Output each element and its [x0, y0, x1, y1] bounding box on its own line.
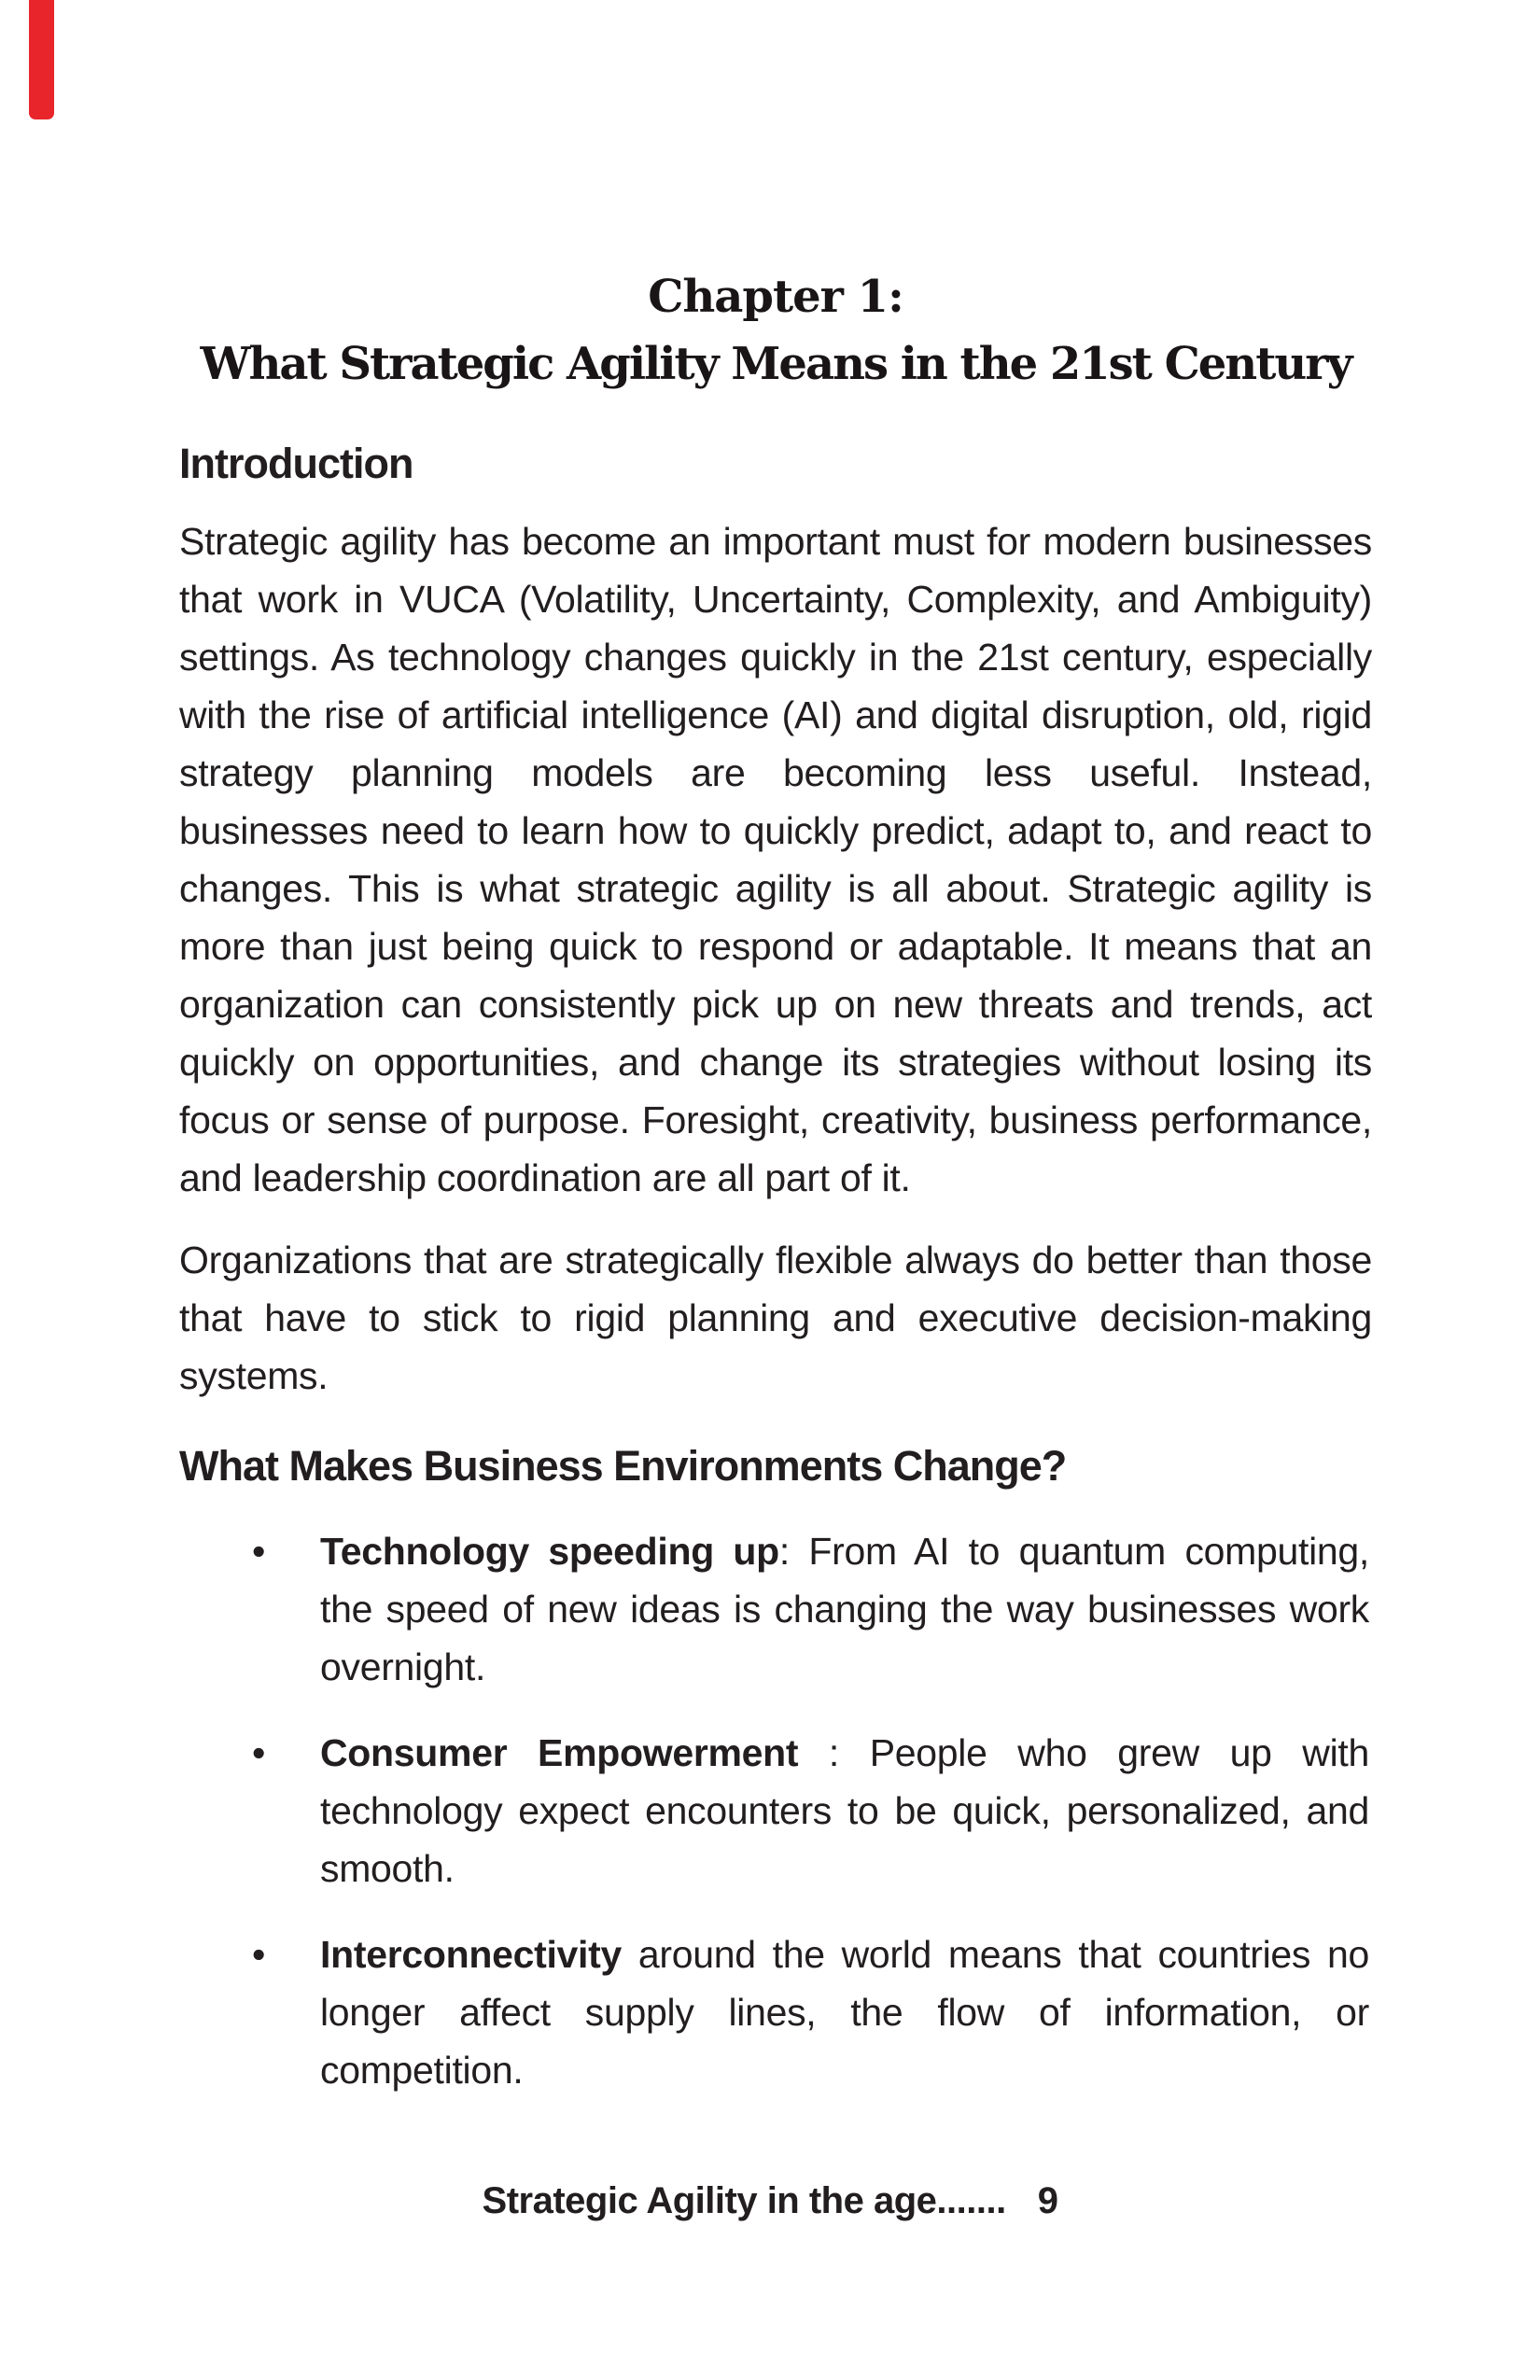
running-title: Strategic Agility in the age....... [482, 2180, 1006, 2221]
drivers-bullet-list [179, 1522, 1372, 2099]
bullet-text [320, 1925, 1369, 2099]
page-footer [0, 2180, 1540, 2222]
bullet-lead-text: Consumer Empowerment [320, 1730, 799, 1774]
chapter-label: Chapter 1: [648, 271, 903, 323]
bullet-text [320, 1724, 1369, 1897]
drivers-section-heading: What Makes Business Environments Change? [179, 1441, 1067, 1490]
chapter-title: What Strategic Agility Means in the 21st Century [200, 337, 1351, 390]
page-number: 9 [1037, 2180, 1058, 2221]
list-item [179, 1925, 1372, 2099]
bullet-rest-text: around the world means that countries no longer affect supply lines, the flow of information, or competition. [320, 1932, 1369, 2092]
introduction-heading: Introduction [179, 440, 413, 488]
bullet-rest-text: : From AI to quantum computing, the speed of new ideas is changing the way businesses work overnight. [320, 1529, 1369, 1688]
introduction-paragraph-1: Strategic agility has become an important must for modern businesses that work in VUCA (Volatility, Uncertainty, Complexity, and Ambiguity) settings. As technology changes quickly in the 21st century, especially with the rise of artificial intelligence (AI) and digital disruption, old, rigid strategy planning models are becoming less useful. Instead, businesses need to learn how to quickly predict, adapt to, and react to changes. This is what strategic agility is all about. Strategic agility is more than just being quick to respond or adaptable. It means that an organization can consistently pick up on new threats and trends, act quickly on opportunities, and change its strategies without losing its focus or sense of purpose. Foresight, creativity, business performance, and leadership coordination are all part of it. [179, 519, 1372, 1199]
bullet-lead-text: Technology speeding up [320, 1529, 779, 1573]
list-item [179, 1522, 1372, 1696]
bookmark-ribbon-icon [29, 0, 54, 119]
bullet-lead-text: Interconnectivity [320, 1932, 622, 1976]
page-content [179, 0, 1372, 2127]
bullet-icon: • [252, 1932, 266, 1976]
bullet-icon: • [252, 1730, 266, 1774]
bullet-text [320, 1522, 1369, 1696]
introduction-paragraph-2: Organizations that are strategically flexible always do better than those that have to stick to rigid planning and executive decision-making systems. [179, 1238, 1372, 1397]
list-item [179, 1724, 1372, 1897]
bullet-icon: • [252, 1529, 266, 1573]
bullet-rest-text: : People who grew up with technology expect encounters to be quick, personalized, and smooth. [320, 1730, 1369, 1890]
